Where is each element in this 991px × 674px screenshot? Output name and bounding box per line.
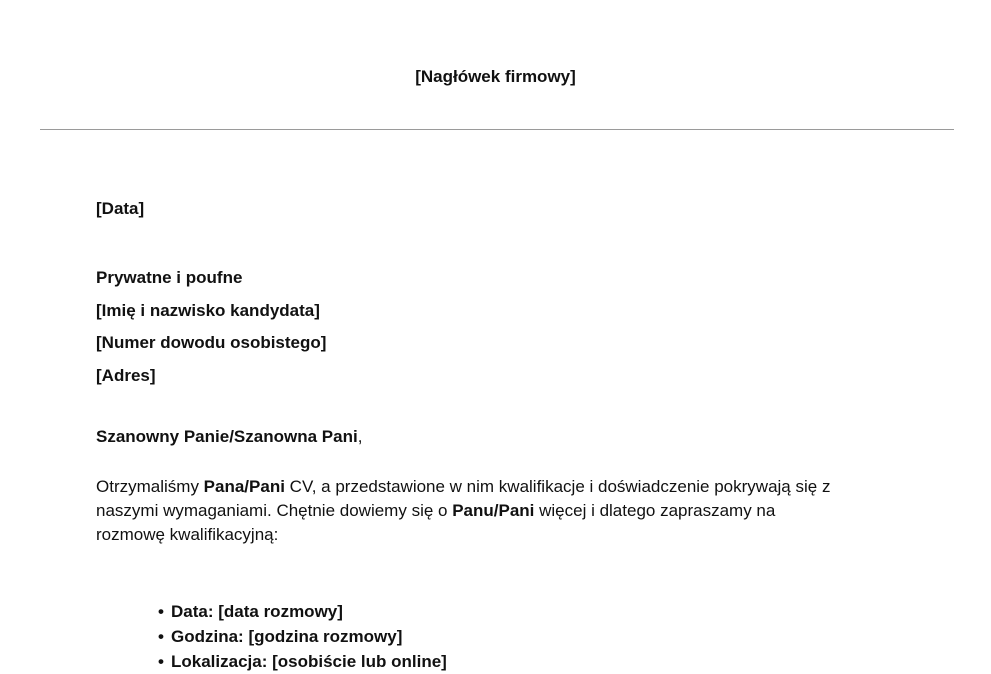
detail-location: Lokalizacja: [osobiście lub online] xyxy=(171,652,447,671)
list-item xyxy=(158,599,447,624)
detail-time: Godzina: [godzina rozmowy] xyxy=(171,627,403,646)
bullet-icon: • xyxy=(158,627,164,646)
id-number: [Numer dowodu osobistego] xyxy=(96,333,327,353)
bullet-icon: • xyxy=(158,652,164,671)
salutation-comma: , xyxy=(357,427,363,446)
salutation: Szanowny Panie/Szanowna Pani xyxy=(96,427,358,446)
invitation-paragraph xyxy=(96,475,836,547)
bullet-icon: • xyxy=(158,602,164,621)
recipient-block xyxy=(96,262,326,393)
greeting xyxy=(96,426,362,448)
detail-date: Data: [data rozmowy] xyxy=(171,602,343,621)
candidate-address: [Adres] xyxy=(96,366,156,386)
candidate-name: [Imię i nazwisko kandydata] xyxy=(96,300,320,320)
list-item xyxy=(158,624,447,649)
paragraph-text-3: więcej i dlatego zapraszamy na rozmowę kwalifikacyjną: xyxy=(96,501,776,544)
confidential-label: Prywatne i poufne xyxy=(96,268,243,287)
paragraph-text-1: Otrzymaliśmy xyxy=(96,477,204,496)
paragraph-bold-2: Panu/Pani xyxy=(452,501,535,520)
paragraph-bold-1: Pana/Pani xyxy=(203,477,285,496)
list-item xyxy=(158,649,447,674)
interview-details-list xyxy=(158,599,447,674)
letter-date: [Data] xyxy=(96,199,145,218)
paragraph-text-2: CV, a przedstawione w nim kwalifikacje i doświadczenie pokrywają się z naszymi wymaganiami. Chętnie dowiemy się o xyxy=(96,477,831,520)
letterhead-title: [Nagłówek firmowy] xyxy=(415,67,576,86)
header-divider xyxy=(40,129,954,130)
